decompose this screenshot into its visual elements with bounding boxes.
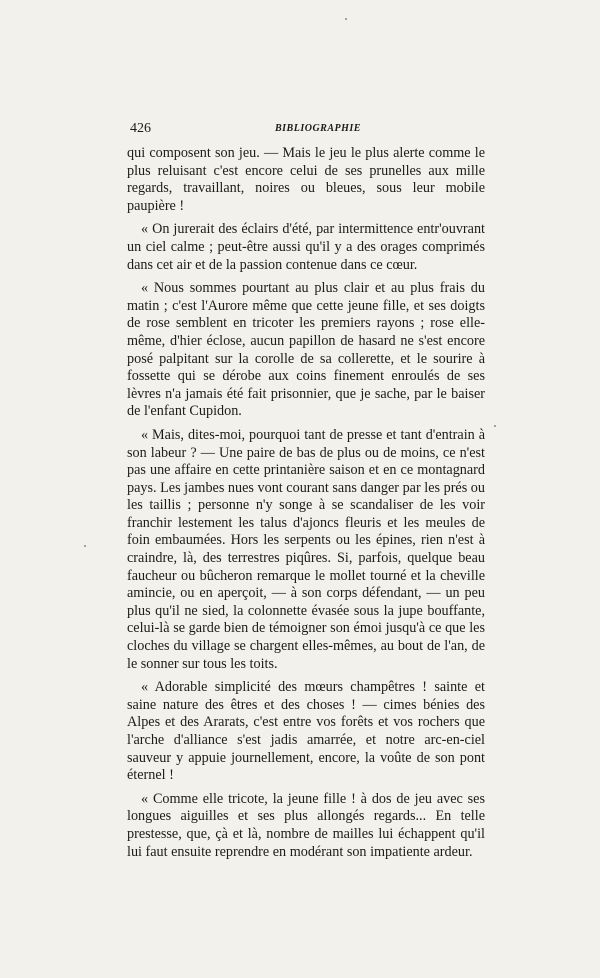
page-header <box>130 121 485 139</box>
page-number: 426 <box>130 121 151 136</box>
paper-speck <box>345 18 347 20</box>
paragraph: « Mais, dites-moi, pourquoi tant de presse et tant d'entrain à son labeur ? — Une paire de bas de plus ou de moins, ce n'est pas une affaire en cette printanière saison et en ce montagnard pays. Les jambes nues vont courant sans danger par les prés ou les taillis ; personne n'y songe à se scandaliser de les voir franchir lestement les talus d'ajoncs fleuris et les meules de foin embaumées. Hors les serpents ou les épines, rien n'est à craindre, là, des terrestres piqûres. Si, parfois, quelque beau faucheur ou bûcheron remarque le mollet tourné et la cheville amincie, ou en aperçoit, — à son corps défendant, — un peu plus qu'il ne sied, la colonnette évasée sous la jupe bouffante, celui-là se garde bien de témoigner son émoi jusqu'à ce que les cloches du village se chargent elles-mêmes, au bout de l'an, de le sonner sur tous les toits. <box>127 426 485 672</box>
paper-speck <box>494 425 496 427</box>
paper-speck <box>84 545 86 547</box>
paragraph: qui composent son jeu. — Mais le jeu le plus alerte comme le plus reluisant c'est encore celui de ses prunelles aux mille regards, travaillant, noires ou bleues, sous leur mobile paupière ! <box>127 145 485 214</box>
paragraph: « Nous sommes pourtant au plus clair et au plus frais du matin ; c'est l'Aurore même que cette jeune fille, et ses doigts de rose semblent en tricoter les premiers rayons ; rose elle-même, d'hier éclose, aucun papillon de hasard ne s'est encore posé palpitant sur la corolle de sa collerette, et le sourire à fossette qui se dérobe aux coins finement enroulés de ses lèvres n'a jamais été fait prisonnier, que je sache, par le baiser de l'enfant Cupidon. <box>127 280 485 420</box>
paragraph: « On jurerait des éclairs d'été, par intermittence entr'ouvrant un ciel calme ; peut-être aussi qu'il y a des orages comprimés dans cet air et de la passion contenue dans ce cœur. <box>127 221 485 273</box>
paragraph: « Comme elle tricote, la jeune fille ! à dos de jeu avec ses longues aiguilles et ses plus allongés regards... En telle prestesse, que, çà et là, nombre de mailles lui échappent qu'il lui faut ensuite reprendre en modérant son impatiente ardeur. <box>127 790 485 860</box>
running-title: BIBLIOGRAPHIE <box>275 123 361 134</box>
body-text <box>127 145 485 867</box>
paragraph: « Adorable simplicité des mœurs champêtres ! sainte et saine nature des êtres et des choses ! — cimes bénies des Alpes et des Ararats, c'est entre vos forêts et vos rochers que l'arche d'alliance s'est jadis amarrée, et notre arc-en-ciel sauveur y appuie journellement, encore, la voûte de son pont éternel ! <box>127 679 485 784</box>
